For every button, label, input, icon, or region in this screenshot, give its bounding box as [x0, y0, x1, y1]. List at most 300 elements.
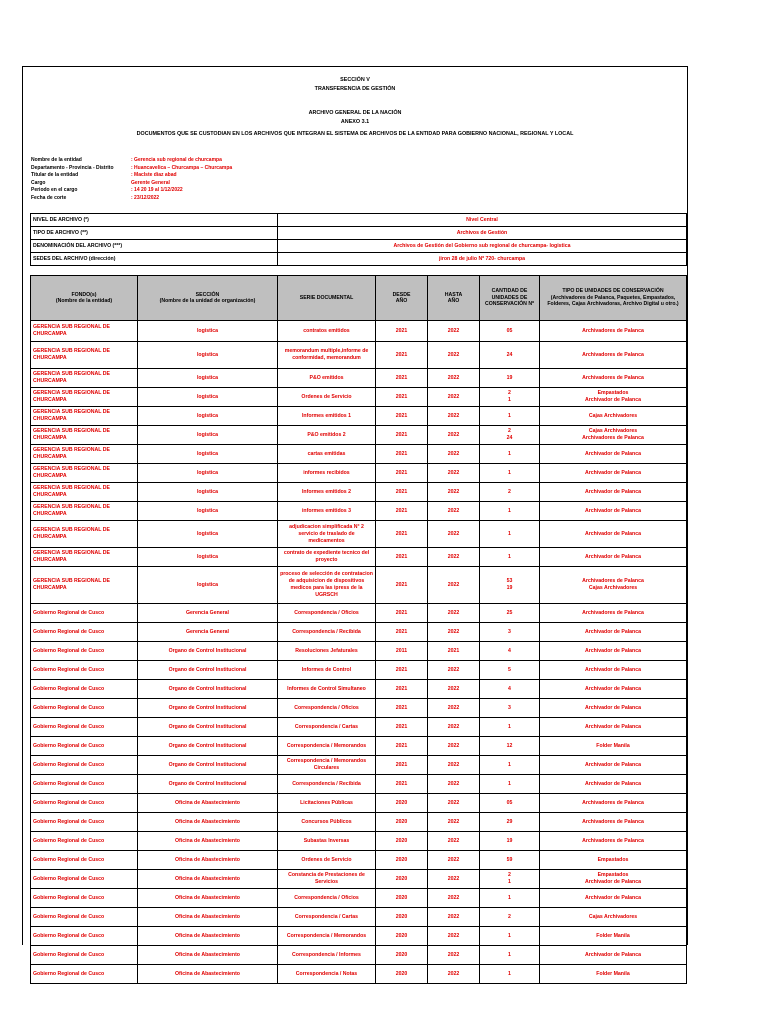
serie-cell: Concursos Públicos [278, 813, 376, 832]
column-header: DESDE AÑO [376, 276, 428, 321]
cantidad-cell: 5 [480, 661, 540, 680]
tipo-cell: Archivador de Palanca [540, 889, 687, 908]
cantidad-cell: 1 [480, 445, 540, 464]
hasta-cell: 2022 [428, 908, 480, 927]
fondo-cell: Gobierno Regional de Cusco [31, 870, 138, 889]
fondo-cell: Gobierno Regional de Cusco [31, 851, 138, 870]
archive-info-table [30, 213, 687, 266]
tipo-cell: Archivador de Palanca [540, 661, 687, 680]
cantidad-cell: 2 1 [480, 388, 540, 407]
fondo-cell: Gobierno Regional de Cusco [31, 623, 138, 642]
hasta-cell: 2022 [428, 927, 480, 946]
fondo-cell: Gobierno Regional de Cusco [31, 889, 138, 908]
fondo-cell: GERENCIA SUB REGIONAL DE CHURCAMPA [31, 502, 138, 521]
seccion-cell: Oficina de Abastecimiento [138, 965, 278, 984]
desde-cell: 2021 [376, 369, 428, 388]
archive-title: ARCHIVO GENERAL DE LA NACIÓN [308, 110, 402, 116]
desde-cell: 2021 [376, 342, 428, 369]
tipo-cell: Archivador de Palanca [540, 775, 687, 794]
seccion-cell: Gerencia General [138, 623, 278, 642]
seccion-cell: logistica [138, 321, 278, 342]
column-header: FONDO(s) (Nombre de la entidad) [31, 276, 138, 321]
annex-title: ANEXO 3.1 [340, 119, 370, 125]
desde-cell: 2021 [376, 407, 428, 426]
entity-info-row [31, 195, 232, 203]
hasta-cell: 2022 [428, 342, 480, 369]
table-row [31, 521, 687, 548]
table-row [31, 502, 687, 521]
serie-cell: Correspondencia / Memorandos [278, 927, 376, 946]
tipo-cell: Folder Manila [540, 737, 687, 756]
table-row [31, 407, 687, 426]
seccion-cell: logistica [138, 567, 278, 604]
documents-table [30, 275, 687, 984]
cantidad-cell: 24 [480, 342, 540, 369]
seccion-cell: logistica [138, 483, 278, 502]
table-row [31, 642, 687, 661]
seccion-cell: Organo de Control Institucional [138, 661, 278, 680]
fondo-cell: GERENCIA SUB REGIONAL DE CHURCAMPA [31, 445, 138, 464]
table-row [31, 388, 687, 407]
hasta-cell: 2022 [428, 699, 480, 718]
serie-cell: Correspondencia / Cartas [278, 908, 376, 927]
table-row [31, 699, 687, 718]
cantidad-cell: 4 [480, 642, 540, 661]
column-header: CANTIDAD DE UNIDADES DE CONSERVACIÓN Nº [480, 276, 540, 321]
cantidad-cell: 05 [480, 321, 540, 342]
table-row [31, 718, 687, 737]
entity-info-value: : Gerencia sub regional de churcampa [131, 157, 222, 163]
fondo-cell: GERENCIA SUB REGIONAL DE CHURCAMPA [31, 567, 138, 604]
tipo-cell: Archivador de Palanca [540, 756, 687, 775]
fondo-cell: Gobierno Regional de Cusco [31, 604, 138, 623]
serie-cell: Correspondencia / Memorandos Circulares [278, 756, 376, 775]
tipo-cell: Archivadores de Palanca [540, 832, 687, 851]
archive-info-value: Archivos de Gestión [278, 227, 687, 240]
tipo-cell: Archivador de Palanca [540, 445, 687, 464]
tipo-cell: Archivador de Palanca [540, 521, 687, 548]
hasta-cell: 2022 [428, 718, 480, 737]
hasta-cell: 2022 [428, 321, 480, 342]
fondo-cell: Gobierno Regional de Cusco [31, 718, 138, 737]
tipo-cell: Archivador de Palanca [540, 623, 687, 642]
tipo-cell: Archivadores de Palanca [540, 369, 687, 388]
fondo-cell: GERENCIA SUB REGIONAL DE CHURCAMPA [31, 521, 138, 548]
seccion-cell: Oficina de Abastecimiento [138, 870, 278, 889]
tipo-cell: Cajas Archivadores [540, 908, 687, 927]
table-row [31, 870, 687, 889]
serie-cell: Correspondencia / Recibida [278, 623, 376, 642]
tipo-cell: Archivadores de Palanca Cajas Archivadores [540, 567, 687, 604]
desde-cell: 2021 [376, 756, 428, 775]
serie-cell: proceso de selección de contratacion de adquisicion de dispositivos medicos para las ipress de la UGRSCH [278, 567, 376, 604]
table-row [31, 851, 687, 870]
serie-cell: adjudicacion simplificada N° 2 servicio de traslado de medicamentos [278, 521, 376, 548]
hasta-cell: 2022 [428, 775, 480, 794]
hasta-cell: 2022 [428, 737, 480, 756]
archive-info-label: SEDES DEL ARCHIVO (dirección) [31, 253, 278, 266]
fondo-cell: GERENCIA SUB REGIONAL DE CHURCAMPA [31, 548, 138, 567]
tipo-cell: Archivadores de Palanca [540, 794, 687, 813]
table-row [31, 445, 687, 464]
desde-cell: 2021 [376, 775, 428, 794]
hasta-cell: 2022 [428, 832, 480, 851]
hasta-cell: 2022 [428, 680, 480, 699]
entity-info [31, 157, 232, 203]
seccion-cell: Oficina de Abastecimiento [138, 946, 278, 965]
hasta-cell: 2022 [428, 756, 480, 775]
entity-info-label: Titular de la entidad [31, 172, 79, 179]
desde-cell: 2021 [376, 661, 428, 680]
entity-info-value: Gerente General [131, 179, 170, 186]
tipo-cell: Cajas Archivadores [540, 407, 687, 426]
seccion-cell: logistica [138, 464, 278, 483]
table-row [31, 889, 687, 908]
desde-cell: 2020 [376, 908, 428, 927]
serie-cell: Correspondencia / Oficios [278, 889, 376, 908]
column-header: TIPO DE UNIDADES DE CONSERVACIÓN (Archivadores de Palanca, Paquetes, Empastados, Folderes, Cajas Archivadoras, Archivo Digital u otro.) [540, 276, 687, 321]
entity-info-row [31, 172, 232, 180]
cantidad-cell: 1 [480, 407, 540, 426]
desde-cell: 2021 [376, 521, 428, 548]
desde-cell: 2020 [376, 813, 428, 832]
hasta-cell: 2022 [428, 889, 480, 908]
table-row [31, 927, 687, 946]
tipo-cell: Empastados Archivador de Palanca [540, 870, 687, 889]
cantidad-cell: 25 [480, 604, 540, 623]
cantidad-cell: 53 19 [480, 567, 540, 604]
entity-info-row [31, 187, 232, 195]
tipo-cell: Archivadores de Palanca [540, 813, 687, 832]
desde-cell: 2021 [376, 567, 428, 604]
desde-cell: 2021 [376, 445, 428, 464]
serie-cell: Licitaciones Públicas [278, 794, 376, 813]
tipo-cell: Archivador de Palanca [540, 483, 687, 502]
entity-info-row [31, 157, 232, 165]
cantidad-cell: 4 [480, 680, 540, 699]
hasta-cell: 2022 [428, 604, 480, 623]
seccion-cell: logistica [138, 548, 278, 567]
tipo-cell: Archivador de Palanca [540, 946, 687, 965]
cantidad-cell: 19 [480, 369, 540, 388]
cantidad-cell: 1 [480, 889, 540, 908]
serie-cell: Correspondencia / Notas [278, 965, 376, 984]
hasta-cell: 2022 [428, 445, 480, 464]
tipo-cell: Archivador de Palanca [540, 699, 687, 718]
entity-info-row [31, 180, 232, 188]
cantidad-cell: 1 [480, 718, 540, 737]
serie-cell: informes emitidos 3 [278, 502, 376, 521]
table-row [31, 464, 687, 483]
table-row [31, 680, 687, 699]
table-row [31, 946, 687, 965]
fondo-cell: GERENCIA SUB REGIONAL DE CHURCAMPA [31, 321, 138, 342]
serie-cell: Ordenes de Servicio [278, 388, 376, 407]
desde-cell: 2021 [376, 699, 428, 718]
entity-info-value: : 14 20 19 al 1/12/2022 [131, 187, 183, 194]
serie-cell: Constancia de Prestaciones de Servicios [278, 870, 376, 889]
desde-cell: 2021 [376, 388, 428, 407]
hasta-cell: 2022 [428, 870, 480, 889]
seccion-cell: Oficina de Abastecimiento [138, 927, 278, 946]
table-row [31, 623, 687, 642]
cantidad-cell: 1 [480, 756, 540, 775]
desde-cell: 2021 [376, 483, 428, 502]
entity-info-label: Fecha de corte [31, 194, 67, 201]
cantidad-cell: 29 [480, 813, 540, 832]
fondo-cell: GERENCIA SUB REGIONAL DE CHURCAMPA [31, 342, 138, 369]
cantidad-cell: 19 [480, 832, 540, 851]
hasta-cell: 2022 [428, 521, 480, 548]
desde-cell: 2020 [376, 889, 428, 908]
entity-info-label: Periodo en el cargo [31, 187, 78, 194]
table-row [31, 661, 687, 680]
seccion-cell: logistica [138, 426, 278, 445]
desde-cell: 2021 [376, 680, 428, 699]
table-row [31, 908, 687, 927]
hasta-cell: 2022 [428, 464, 480, 483]
seccion-cell: Organo de Control Institucional [138, 756, 278, 775]
cantidad-cell: 12 [480, 737, 540, 756]
tipo-cell: Archivadores de Palanca [540, 604, 687, 623]
cantidad-cell: 1 [480, 946, 540, 965]
fondo-cell: Gobierno Regional de Cusco [31, 946, 138, 965]
serie-cell: Informes de Control [278, 661, 376, 680]
fondo-cell: GERENCIA SUB REGIONAL DE CHURCAMPA [31, 464, 138, 483]
fondo-cell: Gobierno Regional de Cusco [31, 832, 138, 851]
serie-cell: cartas emitidas [278, 445, 376, 464]
archive-info-row [31, 214, 687, 227]
archive-info-row [31, 227, 687, 240]
serie-cell: Correspondencia / Informes [278, 946, 376, 965]
table-row [31, 813, 687, 832]
desde-cell: 2021 [376, 548, 428, 567]
column-header: HASTA AÑO [428, 276, 480, 321]
desde-cell: 2011 [376, 642, 428, 661]
serie-cell: informes recibidos [278, 464, 376, 483]
tipo-cell: Archivador de Palanca [540, 718, 687, 737]
cantidad-cell: 2 24 [480, 426, 540, 445]
cantidad-cell: 2 [480, 483, 540, 502]
fondo-cell: Gobierno Regional de Cusco [31, 794, 138, 813]
table-row [31, 426, 687, 445]
archive-info-value: Nivel Central [278, 214, 687, 227]
serie-cell: Informes emitidos 1 [278, 407, 376, 426]
seccion-cell: Oficina de Abastecimiento [138, 908, 278, 927]
cantidad-cell: 1 [480, 521, 540, 548]
column-header: SERIE DOCUMENTAL [278, 276, 376, 321]
cantidad-cell: 2 [480, 908, 540, 927]
tipo-cell: Cajas Archivadores Archivadores de Palanca [540, 426, 687, 445]
fondo-cell: GERENCIA SUB REGIONAL DE CHURCAMPA [31, 426, 138, 445]
entity-info-label: Cargo [31, 179, 46, 186]
desde-cell: 2020 [376, 832, 428, 851]
document-page [22, 66, 688, 977]
hasta-cell: 2022 [428, 502, 480, 521]
cantidad-cell: 59 [480, 851, 540, 870]
archive-info-value: Archivos de Gestión del Gobierno sub regional de churcampa- logistica [278, 240, 687, 253]
hasta-cell: 2022 [428, 965, 480, 984]
fondo-cell: Gobierno Regional de Cusco [31, 927, 138, 946]
seccion-cell: logistica [138, 342, 278, 369]
cantidad-cell: 1 [480, 927, 540, 946]
archive-info-label: DENOMINACIÓN DEL ARCHIVO (***) [31, 240, 278, 253]
serie-cell: Subastas Inversas [278, 832, 376, 851]
table-row [31, 965, 687, 984]
serie-cell: Correspondencia / Oficios [278, 604, 376, 623]
fondo-cell: Gobierno Regional de Cusco [31, 965, 138, 984]
hasta-cell: 2022 [428, 567, 480, 604]
cantidad-cell: 3 [480, 699, 540, 718]
archive-info-label: TIPO DE ARCHIVO (**) [31, 227, 278, 240]
column-header: SECCIÓN (Nombre de la unidad de organización) [138, 276, 278, 321]
fondo-cell: Gobierno Regional de Cusco [31, 775, 138, 794]
table-row [31, 775, 687, 794]
entity-info-value: : Huancavelica – Churcampa – Churcampa [131, 164, 233, 171]
hasta-cell: 2022 [428, 623, 480, 642]
hasta-cell: 2022 [428, 851, 480, 870]
serie-cell: Resoluciones Jefaturales [278, 642, 376, 661]
tipo-cell: Folder Manila [540, 965, 687, 984]
hasta-cell: 2022 [428, 483, 480, 502]
fondo-cell: Gobierno Regional de Cusco [31, 737, 138, 756]
seccion-cell: logistica [138, 445, 278, 464]
seccion-cell: Oficina de Abastecimiento [138, 832, 278, 851]
entity-info-label: Departamento - Provincia - Distrito [31, 164, 114, 171]
desde-cell: 2021 [376, 426, 428, 445]
fondo-cell: GERENCIA SUB REGIONAL DE CHURCAMPA [31, 388, 138, 407]
desde-cell: 2020 [376, 851, 428, 870]
hasta-cell: 2022 [428, 661, 480, 680]
tipo-cell: Archivadores de Palanca [540, 321, 687, 342]
serie-cell: Correspondencia / Oficios [278, 699, 376, 718]
tipo-cell: Archivadores de Palanca [540, 342, 687, 369]
hasta-cell: 2022 [428, 426, 480, 445]
fondo-cell: Gobierno Regional de Cusco [31, 642, 138, 661]
table-row [31, 342, 687, 369]
desde-cell: 2020 [376, 946, 428, 965]
desde-cell: 2021 [376, 604, 428, 623]
tipo-cell: Folder Manila [540, 927, 687, 946]
cantidad-cell: 1 [480, 775, 540, 794]
table-row [31, 794, 687, 813]
entity-info-row [31, 165, 232, 173]
hasta-cell: 2022 [428, 388, 480, 407]
section-title: SECCIÓN V [340, 77, 370, 83]
desde-cell: 2021 [376, 718, 428, 737]
table-row [31, 737, 687, 756]
cantidad-cell: 1 [480, 965, 540, 984]
seccion-cell: logistica [138, 388, 278, 407]
seccion-cell: Organo de Control Institucional [138, 775, 278, 794]
serie-cell: contratos emitidos [278, 321, 376, 342]
hasta-cell: 2022 [428, 548, 480, 567]
archive-info-label: NIVEL DE ARCHIVO (*) [31, 214, 278, 227]
seccion-cell: Organo de Control Institucional [138, 737, 278, 756]
serie-cell: Correspondencia / Recibida [278, 775, 376, 794]
serie-cell: Informes de Control Simultaneo [278, 680, 376, 699]
table-row [31, 548, 687, 567]
document-description: DOCUMENTOS QUE SE CUSTODIAN EN LOS ARCHIVOS QUE INTEGRAN EL SISTEMA DE ARCHIVOS DE LA ENTIDAD PARA GOBIERNO NACIONAL, REGIONAL Y LOCAL [136, 131, 574, 137]
cantidad-cell: 1 [480, 464, 540, 483]
fondo-cell: Gobierno Regional de Cusco [31, 699, 138, 718]
cantidad-cell: 05 [480, 794, 540, 813]
serie-cell: memorandum multiple,informe de conformidad, memorandum [278, 342, 376, 369]
fondo-cell: GERENCIA SUB REGIONAL DE CHURCAMPA [31, 369, 138, 388]
fondo-cell: GERENCIA SUB REGIONAL DE CHURCAMPA [31, 483, 138, 502]
seccion-cell: Organo de Control Institucional [138, 718, 278, 737]
hasta-cell: 2022 [428, 407, 480, 426]
table-row [31, 832, 687, 851]
desde-cell: 2021 [376, 737, 428, 756]
tipo-cell: Empastados Archivador de Palanca [540, 388, 687, 407]
seccion-cell: Organo de Control Institucional [138, 642, 278, 661]
serie-cell: P&O emitidos [278, 369, 376, 388]
seccion-cell: Oficina de Abastecimiento [138, 851, 278, 870]
table-row [31, 369, 687, 388]
tipo-cell: Archivador de Palanca [540, 680, 687, 699]
fondo-cell: Gobierno Regional de Cusco [31, 813, 138, 832]
entity-info-label: Nombre de la entidad [31, 157, 82, 163]
archive-info-row [31, 253, 687, 266]
table-row [31, 567, 687, 604]
desde-cell: 2021 [376, 623, 428, 642]
tipo-cell: Archivador de Palanca [540, 464, 687, 483]
tipo-cell: Archivador de Palanca [540, 502, 687, 521]
table-row [31, 321, 687, 342]
fondo-cell: Gobierno Regional de Cusco [31, 661, 138, 680]
serie-cell: Correspondencia / Memorandos [278, 737, 376, 756]
entity-info-value: : 23/12/2022 [131, 194, 160, 201]
seccion-cell: Oficina de Abastecimiento [138, 794, 278, 813]
fondo-cell: GERENCIA SUB REGIONAL DE CHURCAMPA [31, 407, 138, 426]
entity-info-value: : Maclste diaz abad [131, 172, 177, 179]
desde-cell: 2020 [376, 927, 428, 946]
seccion-cell: logistica [138, 521, 278, 548]
transfer-title: TRANSFERENCIA DE GESTIÓN [314, 86, 396, 92]
desde-cell: 2020 [376, 965, 428, 984]
cantidad-cell: 1 [480, 548, 540, 567]
desde-cell: 2021 [376, 321, 428, 342]
hasta-cell: 2021 [428, 642, 480, 661]
desde-cell: 2020 [376, 794, 428, 813]
archive-info-row [31, 240, 687, 253]
fondo-cell: Gobierno Regional de Cusco [31, 680, 138, 699]
seccion-cell: Organo de Control Institucional [138, 699, 278, 718]
table-row [31, 483, 687, 502]
seccion-cell: logistica [138, 369, 278, 388]
archive-info-value: jiron 28 de julio Nº 720- churcampa [278, 253, 687, 266]
serie-cell: Correspondencia / Cartas [278, 718, 376, 737]
serie-cell: contrato de expediente tecnico del proyecto [278, 548, 376, 567]
fondo-cell: Gobierno Regional de Cusco [31, 908, 138, 927]
seccion-cell: logistica [138, 407, 278, 426]
hasta-cell: 2022 [428, 946, 480, 965]
desde-cell: 2021 [376, 464, 428, 483]
seccion-cell: Oficina de Abastecimiento [138, 889, 278, 908]
desde-cell: 2021 [376, 502, 428, 521]
seccion-cell: logistica [138, 502, 278, 521]
hasta-cell: 2022 [428, 813, 480, 832]
hasta-cell: 2022 [428, 794, 480, 813]
serie-cell: Informes emitidos 2 [278, 483, 376, 502]
seccion-cell: Oficina de Abastecimiento [138, 813, 278, 832]
hasta-cell: 2022 [428, 369, 480, 388]
desde-cell: 2020 [376, 870, 428, 889]
fondo-cell: Gobierno Regional de Cusco [31, 756, 138, 775]
serie-cell: Ordenes de Servicio [278, 851, 376, 870]
serie-cell: P&O emitidos 2 [278, 426, 376, 445]
